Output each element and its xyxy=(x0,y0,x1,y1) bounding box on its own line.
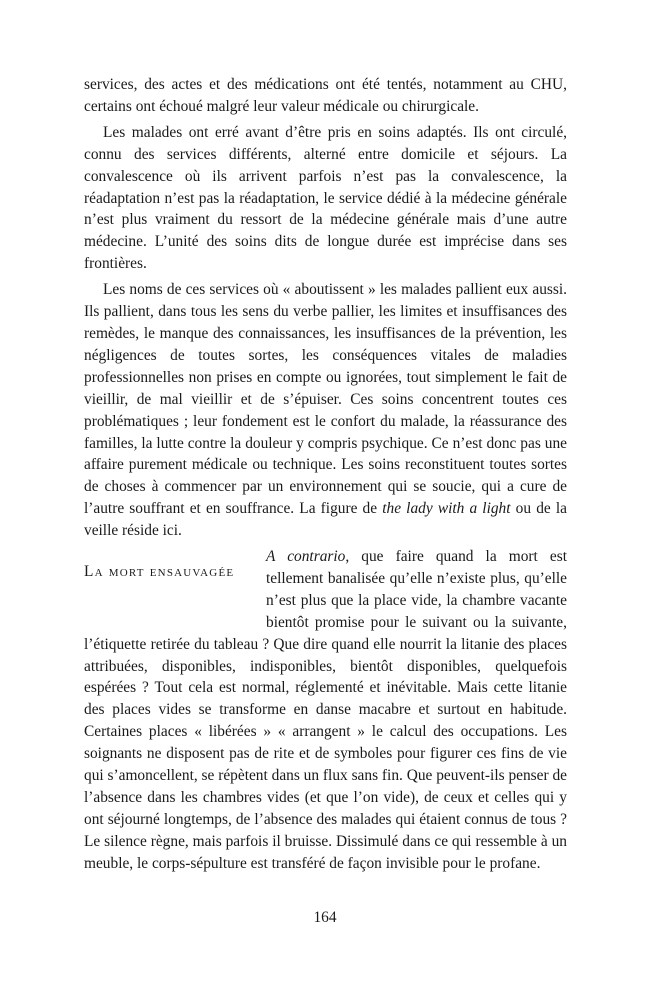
paragraph-continuation: services, des actes et des médications ont été tentés, notamment au CHU, certains ont échoué malgré leur valeur médicale ou chirurgicale. xyxy=(84,76,567,115)
paragraph-erred-patients: Les malades ont erré avant d’être pris en soins adaptés. Ils ont circulé, connu des services différents, alterné entre domicile et séjours. La convalescence où ils arrivent parfois n’est pas la convalescence, la réadaptation n’est pas la réadaptation, le service dédié à la médecine générale n’est plus vraiment du ressort de la médecine générale mais d’une autre médecine. L’unité des soins dits de longue durée est imprécise dans ses frontières. xyxy=(84,123,567,273)
page-number: 164 xyxy=(313,909,337,926)
section-heading: La mort ensauvagée xyxy=(84,563,235,581)
section-la-mort-ensauvagee xyxy=(84,546,567,875)
paragraph-service-names xyxy=(84,279,567,542)
lady-with-a-light-phrase: the lady with a light xyxy=(382,500,511,518)
page-body xyxy=(84,74,567,875)
paragraph-service-names-end: ou de la veille réside ici. xyxy=(84,500,567,540)
a-contrario-phrase: A contrario xyxy=(266,548,346,566)
paragraph-service-names-text: Les noms de ces services où « aboutissent » les malades pallient eux aussi. Ils pallient, dans tous les sens du verbe pallier, les limites et insuffisances des remèdes, le manque des connaissances, les insuffisances de la prévention, les négligences de toutes sortes, les conséquences vitales de maladies professionnelles non prises en compte ou ignorées, tout simplement le fait de vieillir, de mal vieillir et de s’épuiser. Ces soins concentrent toutes ces problématiques ; leur fondement est le confort du malade, la réassurance des familles, la lutte contre la douleur y compris psychique. Ce n’est donc pas une affaire purement médicale ou technique. Les soins reconstituent toutes sortes de choses à commencer par un environnement qui se soucie, qui a cure de l’autre souffrant et en souffrance. La figure de xyxy=(84,281,567,518)
paragraph-a-contrario-text: , que faire quand la mort est tellement banalisée qu’elle n’existe plus, qu’elle n’est plus que la place vide, la chambre vacante bientôt promise pour le suivant ou la suivante, l’étiquette retirée du tableau ? Que dire quand elle nourrit la litanie des places attribuées, disponibles, indisponibles, bientôt disponibles, quelquefois espérées ? Tout cela est normal, réglementé et inévitable. Mais cette litanie des places vides se transforme en danse macabre et surtout en habitude. Certaines places « libérées » « arrangent » le calcul des occupations. Les soignants ne disposent pas de rite et de symboles pour figurer ces fins de vie qui s’amoncellent, se répètent dans un flux sans fin. Que peuvent-ils penser de l’absence dans les chambres vides (et que l’on vide), de ceux et celles qui y ont séjourné longtemps, de l’absence des malades qui étaient connus de tous ? Le silence règne, mais parfois il bruisse. Dissimulé dans ce qui ressemble à un meuble, le corps-sépulture est transféré de façon invisible pour le profane. xyxy=(84,548,567,872)
